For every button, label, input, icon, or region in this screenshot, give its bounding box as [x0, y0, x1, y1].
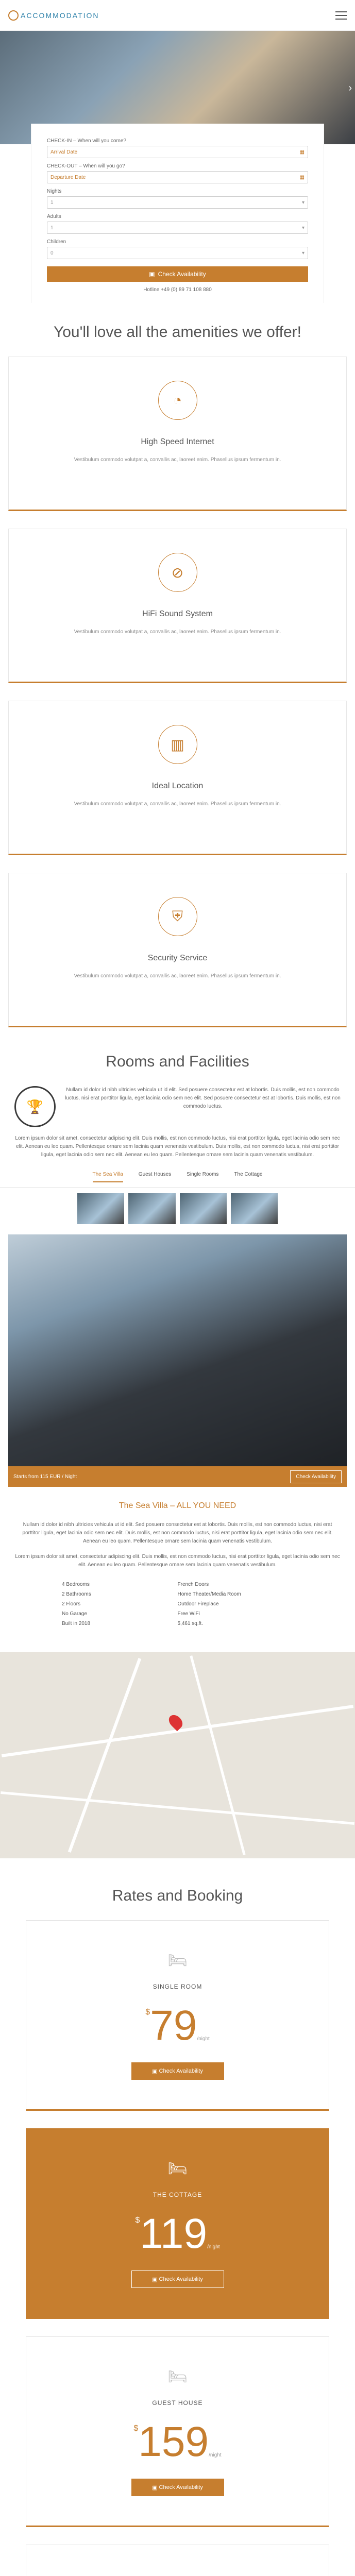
chevron-down-icon: ▾ [301, 199, 305, 206]
chevron-down-icon: ▾ [301, 250, 305, 256]
amenity-card [8, 529, 347, 683]
calendar-icon: ▦ [299, 149, 305, 155]
room-facts [0, 1582, 355, 1626]
room-thumbnails [0, 1193, 355, 1224]
rate-card [26, 2128, 329, 2319]
no-music-icon: ⊘ [158, 553, 197, 592]
room-check-availability-button[interactable]: Check Availability [290, 1470, 342, 1483]
room-thumbnail[interactable] [77, 1193, 124, 1224]
amenities-heading: You'll love all the amenities we offer! [53, 324, 301, 341]
amenity-title: High Speed Internet [141, 437, 214, 446]
amenity-title: Ideal Location [151, 782, 204, 790]
tab-sea-villa[interactable]: The Sea Villa [93, 1172, 123, 1182]
bed-icon: 🛏 [167, 1952, 188, 1969]
room-thumbnail[interactable] [231, 1193, 278, 1224]
rooms-heading: Rooms and Facilities [106, 1053, 249, 1070]
menu-button[interactable] [335, 11, 347, 20]
room-price-bar [8, 1466, 347, 1487]
amenities-list [0, 357, 355, 1027]
amenity-card [8, 357, 347, 511]
logo-text: ACCOMMODATION [21, 11, 99, 20]
calendar-icon: ▣ [152, 2484, 159, 2491]
room-fact: 2 Bathrooms [62, 1591, 91, 1597]
amenity-text: Vestibulum commodo volutpat a, convallis ac, laoreet enim. Phasellus ipsum fermentum in. [74, 973, 281, 979]
rates-heading: Rates and Booking [112, 1887, 243, 1904]
rate-check-availability-button[interactable]: ▣ Check Availability [131, 2479, 224, 2496]
room-thumbnail[interactable] [128, 1193, 175, 1224]
map-icon: ▥ [158, 725, 197, 764]
calendar-check-icon: ▣ [149, 270, 155, 278]
room-fact: 4 Bedrooms [62, 1582, 90, 1587]
tab-guest-houses[interactable]: Guest Houses [138, 1172, 172, 1177]
checkout-label: CHECK-OUT – When will you go? [47, 163, 125, 169]
amenity-card [8, 701, 347, 855]
rooms-paragraph: Lorem ipsum dolor sit amet, consectetur adipiscing elit. Duis mollis, est non commodo luctus, nisi erat porttitor ligula, eget lacinia odio sem nec elit. Aenean eu leo quam. Pellentesque ornare sem lacinia quam venenatis vestibulum. Duis mollis, est non commodo luctus, nisi erat porttitor ligula, eget lacinia odio sem nec elit. Aenean eu leo quam. Pellentesque ornare sem lacinia quam venenatis vestibulum. [15, 1136, 340, 1158]
chevron-down-icon: ▾ [301, 225, 305, 231]
amenity-title: HiFi Sound System [142, 609, 213, 618]
checkin-label: CHECK-IN – When will you come? [47, 138, 126, 144]
amenity-text: Vestibulum commodo volutpat a, convallis ac, laoreet enim. Phasellus ipsum fermentum in. [74, 457, 281, 463]
room-fact: Built in 2018 [62, 1621, 91, 1626]
rate-card [26, 2336, 329, 2527]
rate-price: $ 159 /night [133, 2418, 222, 2465]
rate-check-availability-button[interactable]: ▣ Check Availability [131, 2062, 224, 2080]
calendar-icon: ▦ [299, 174, 305, 180]
speedometer-icon: ◔ [158, 381, 197, 420]
amenity-card [8, 873, 347, 1027]
room-tabs [0, 1172, 355, 1188]
logo[interactable] [8, 10, 99, 21]
checkin-input[interactable]: Arrival Date ▦ [47, 146, 308, 158]
calendar-icon: ▣ [152, 2276, 159, 2283]
room-fact: Home Theater/Media Room [177, 1591, 241, 1597]
tab-cottage[interactable]: The Cottage [234, 1172, 263, 1177]
award-badge-icon: 🏆 [14, 1086, 56, 1127]
bed-icon: 🛏 [167, 2160, 188, 2177]
adults-label: Adults [47, 214, 61, 219]
children-label: Children [47, 239, 66, 245]
checkout-input[interactable]: Departure Date ▦ [47, 171, 308, 183]
header [0, 0, 355, 31]
room-thumbnail[interactable] [180, 1193, 227, 1224]
children-select[interactable]: 0 ▾ [47, 247, 308, 259]
rates-list [0, 1920, 355, 2576]
rate-card-title: SINGLE ROOM [153, 1983, 202, 1990]
room-fact: No Garage [62, 1611, 87, 1617]
amenity-text: Vestibulum commodo volutpat a, convallis ac, laoreet enim. Phasellus ipsum fermentum in. [74, 629, 281, 635]
room-photo [8, 1234, 347, 1466]
room-fact: 2 Floors [62, 1601, 81, 1607]
hotline-text: Hotline +49 (0) 89 71 108 880 [143, 287, 212, 293]
amenity-title: Security Service [147, 954, 208, 962]
rate-card-title: GUEST HOUSE [152, 2399, 203, 2406]
nights-label: Nights [47, 189, 62, 194]
room-starting-price: Starts from 115 EUR / Night [13, 1473, 77, 1480]
booking-form [31, 124, 324, 303]
room-fact: 5,461 sq.ft. [177, 1621, 203, 1626]
logo-ring-icon [8, 10, 19, 21]
room-description-2: Lorem ipsum dolor sit amet, consectetur adipiscing elit. Duis mollis, est non commodo luctus, nisi erat porttitor ligula, eget lacinia odio sem nec elit. Aenean eu leo quam. Pellentesque ornare sem lacinia quam venenatis vestibulum. [15, 1554, 340, 1568]
shield-icon: ⛨ [158, 897, 197, 936]
room-fact: French Doors [177, 1582, 209, 1587]
rooms-intro [0, 1086, 355, 1127]
amenity-text: Vestibulum commodo volutpat a, convallis ac, laoreet enim. Phasellus ipsum fermentum in. [74, 801, 281, 807]
calendar-icon: ▣ [152, 2068, 159, 2075]
chevron-right-icon[interactable]: › [348, 82, 352, 94]
adults-select[interactable]: 1 ▾ [47, 222, 308, 234]
room-fact: Free WiFi [177, 1611, 200, 1617]
room-description: Nullam id dolor id nibh ultricies vehicula ut id elit. Sed posuere consectetur est at lobortis. Duis mollis, est non commodo luctus, nisi erat porttitor ligula, eget lacinia odio sem nec elit. Duis mollis, est non commodo luctus, nisi erat porttitor ligula, eget lacinia odio sem nec elit. Aenean eu leo quam. Pellentesque ornare sem lacinia quam venenatis vestibulum. [22, 1522, 333, 1544]
rate-card-title: THE COTTAGE [153, 2191, 202, 2198]
rate-check-availability-button[interactable]: ▣ Check Availability [131, 2270, 224, 2288]
tab-single-rooms[interactable]: Single Rooms [187, 1172, 219, 1177]
rate-card [26, 1920, 329, 2111]
room-fact: Outdoor Fireplace [177, 1601, 219, 1607]
check-availability-button[interactable]: ▣ Check Availability [47, 266, 308, 282]
rooms-intro-text: Nullam id dolor id nibh ultricies vehicula ut id elit. Sed posuere consectetur est at lobortis. Duis mollis, est non commodo luctus, nisi erat porttitor ligula, eget lacinia odio sem nec elit. Sed posuere consectetur est at lobortis. Duis mollis, est non commodo luctus. [65, 1087, 341, 1109]
room-title: The Sea Villa – ALL YOU NEED [119, 1501, 236, 1510]
rate-price: $ 119 /night [135, 2210, 220, 2257]
rate-price: $ 79 /night [145, 2002, 210, 2049]
map[interactable] [0, 1652, 355, 1858]
bed-icon: 🛏 [167, 2368, 188, 2385]
nights-select[interactable]: 1 ▾ [47, 196, 308, 209]
rate-card [26, 2545, 329, 2576]
